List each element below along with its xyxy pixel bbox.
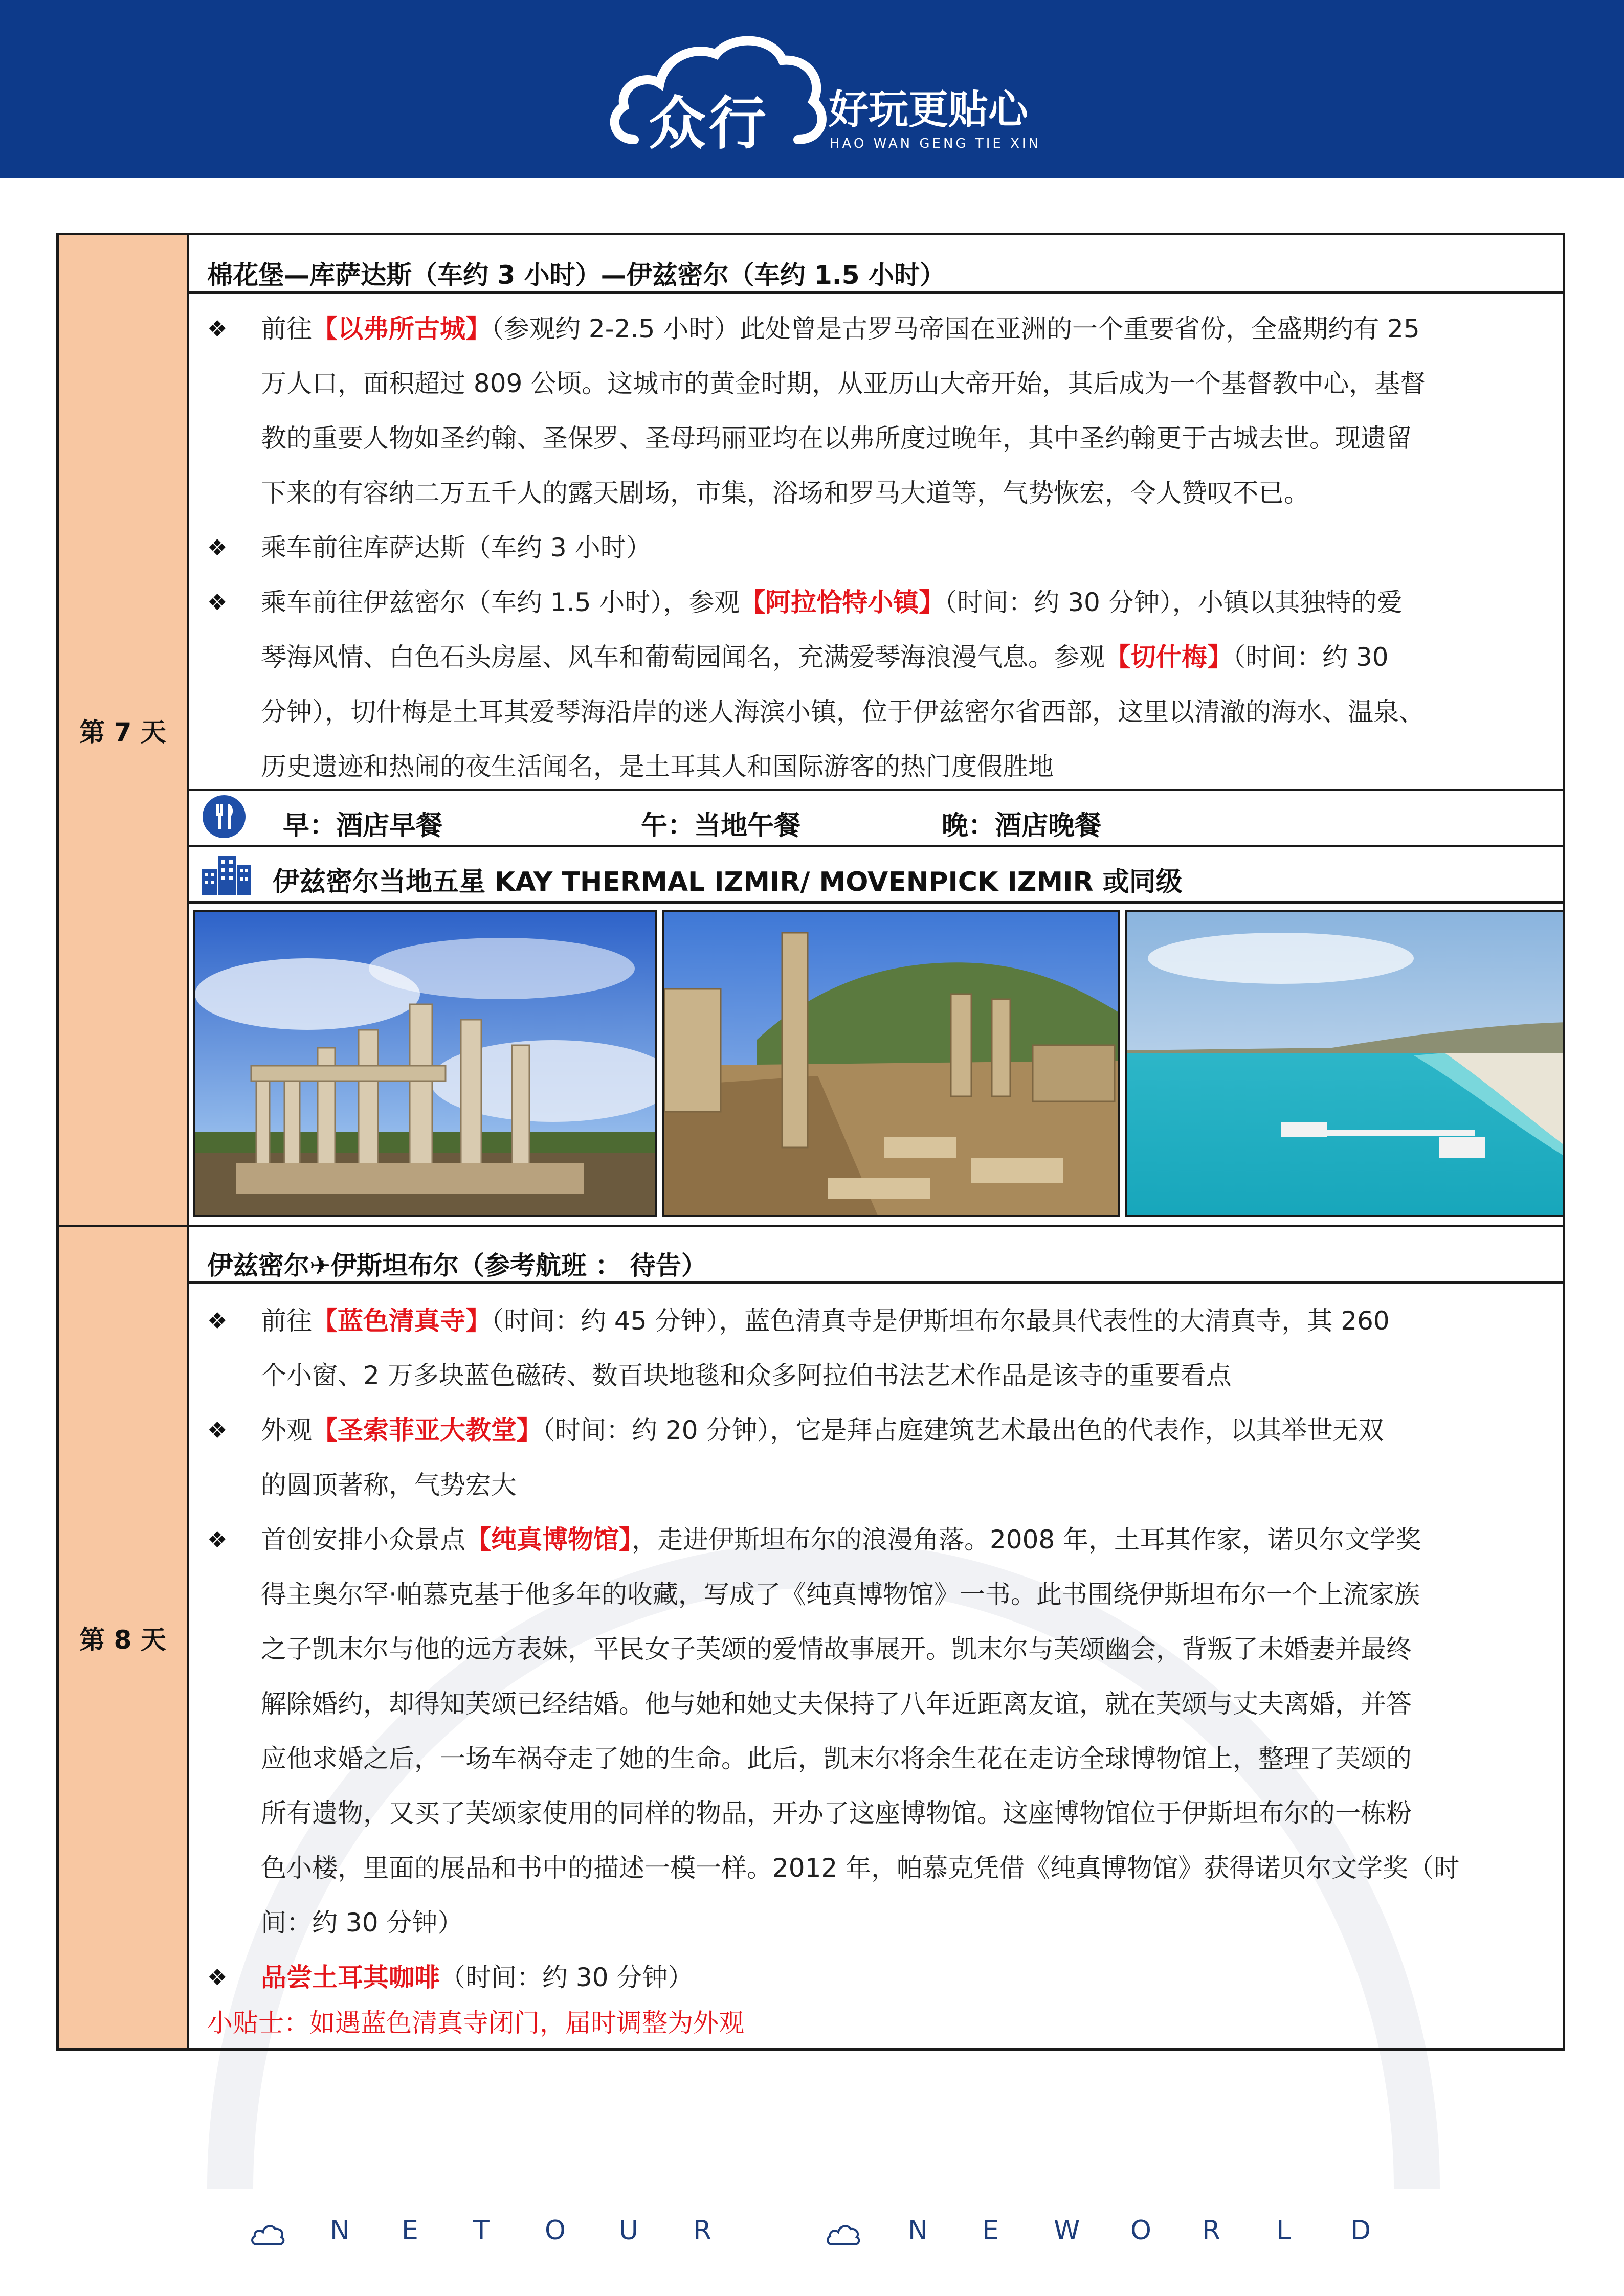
day-7-cell xyxy=(59,235,189,1225)
highlight-alacati: 【阿拉恰特小镇】 xyxy=(740,588,945,617)
day-8-content xyxy=(207,1294,1547,2041)
item-text: （时间：约 20 分钟），它是拜占庭建筑艺术最出色的代表作，以其举世无双 xyxy=(542,1415,1384,1445)
divider xyxy=(189,901,1563,904)
brand-logo xyxy=(604,30,1064,157)
hotel-name: 伊兹密尔当地五星 KAY THERMAL IZMIR/ MOVENPICK IZMIR 或同级 xyxy=(273,867,1183,897)
footer-letter: O xyxy=(1130,2215,1151,2246)
diamond-bullet-icon: ❖ xyxy=(207,590,228,616)
footer-letter: T xyxy=(473,2215,490,2246)
meal-breakfast: 早：酒店早餐 xyxy=(283,811,443,841)
item-text: 前往 xyxy=(261,1306,312,1336)
list-item xyxy=(207,1950,1547,2005)
item-text: 间：约 30 分钟） xyxy=(261,1908,463,1938)
item-text: 所有遗物，又买了芙颂家使用的同样的物品，开办了这座博物馆。这座博物馆位于伊斯坦布尔的一栋粉 xyxy=(261,1798,1412,1828)
footer-letter: W xyxy=(1054,2215,1080,2246)
diamond-bullet-icon: ❖ xyxy=(207,1527,228,1553)
item-text: （时间：约 45 分钟），蓝色清真寺是伊斯坦布尔最具代表性的大清真寺，其 260 xyxy=(491,1306,1390,1336)
day-8-label: 第 8 天 xyxy=(79,1625,166,1655)
item-text: 教的重要人物如圣约翰、圣保罗、圣母玛丽亚均在以弗所度过晚年，其中圣约翰更于古城去世。现遗留 xyxy=(261,423,1412,453)
footer-letter: U xyxy=(619,2215,639,2246)
list-item xyxy=(207,575,1547,794)
day-divider xyxy=(59,1225,1563,1227)
brand-name: 众行 xyxy=(649,91,769,157)
item-text: ，走进伊斯坦布尔的浪漫角落。2008 年，土耳其作家，诺贝尔文学奖 xyxy=(632,1525,1421,1555)
footer-letter: O xyxy=(545,2215,566,2246)
itinerary-table xyxy=(56,233,1565,2051)
item-text: 分钟），切什梅是土耳其爱琴海沿岸的迷人海滨小镇，位于伊兹密尔省西部，这里以清澈的海水、温泉、 xyxy=(261,697,1425,727)
highlight-cesme: 【切什梅】 xyxy=(1105,642,1233,672)
cloud-footer-icon xyxy=(250,2222,285,2247)
item-text: 万人口，面积超过 809 公顷。这城市的黄金时期，从亚历山大帝开始，其后成为一个基督教中心，基督 xyxy=(261,369,1426,398)
list-item xyxy=(207,521,1547,575)
footer-letter: N xyxy=(908,2215,928,2246)
item-text: （时间：约 30 分钟） xyxy=(440,1963,694,1992)
item-text: 琴海风情、白色石头房屋、风车和葡萄园闻名，充满爱琴海浪漫气息。参观 xyxy=(261,642,1105,672)
list-item xyxy=(207,302,1547,521)
page-header xyxy=(0,0,1624,178)
highlight-ephesus: 【以弗所古城】 xyxy=(312,314,491,344)
day-7-route: 棉花堡—库萨达斯（车约 3 小时）—伊兹密尔（车约 1.5 小时） xyxy=(207,260,945,290)
highlight-museum-of-innocence: 【纯真博物馆】 xyxy=(465,1525,632,1555)
footer-letter: N xyxy=(330,2215,350,2246)
diamond-bullet-icon: ❖ xyxy=(207,1965,228,1991)
day-7-label: 第 7 天 xyxy=(79,717,166,747)
highlight-blue-mosque: 【蓝色清真寺】 xyxy=(312,1306,491,1336)
item-text: （时间：约 30 xyxy=(1233,642,1389,672)
day-7-content xyxy=(207,302,1547,794)
item-text: 解除婚约，却得知芙颂已经结婚。他与她和她丈夫保持了八年近距离友谊，就在芙颂与丈夫离婚，并答 xyxy=(261,1689,1412,1719)
diamond-bullet-icon: ❖ xyxy=(207,535,228,561)
day-8-route: 伊兹密尔✈伊斯坦布尔（参考航班 ： 待告） xyxy=(207,1251,707,1280)
hotel-row xyxy=(201,845,1551,901)
item-text: （时间：约 30 分钟），小镇以其独特的爱 xyxy=(944,588,1403,617)
divider xyxy=(189,1281,1563,1284)
item-text: 个小窗、2 万多块蓝色磁砖、数百块地毯和众多阿拉伯书法艺术作品是该寺的重要看点 xyxy=(261,1361,1232,1390)
item-text: 历史遗迹和热闹的夜生活闻名，是土耳其人和国际游客的热门度假胜地 xyxy=(261,752,1054,781)
hotel-building-icon xyxy=(201,854,252,895)
item-text: 外观 xyxy=(261,1415,312,1445)
list-item xyxy=(207,1403,1547,1513)
brand-slogan-pinyin: HAO WAN GENG TIE XIN xyxy=(830,136,1041,151)
item-text: 应他求婚之后，一场车祸夺走了她的生命。此后，凯末尔将余生花在走访全球博物馆上，整理了芙颂的 xyxy=(261,1744,1412,1773)
day-8-cell xyxy=(59,1227,189,2048)
meals-row xyxy=(201,789,1551,845)
highlight-turkish-coffee: 品尝土耳其咖啡 xyxy=(261,1963,440,1992)
list-item xyxy=(207,1294,1547,1403)
item-text: （参观约 2-2.5 小时）此处曾是古罗马帝国在亚洲的一个重要省份，全盛期约有 25 xyxy=(491,314,1420,344)
footer-letter: R xyxy=(693,2215,712,2246)
divider xyxy=(189,291,1563,294)
tip-note: 小贴士：如遇蓝色清真寺闭门，届时调整为外观 xyxy=(207,2008,744,2038)
diamond-bullet-icon: ❖ xyxy=(207,1417,228,1444)
cutlery-icon xyxy=(201,794,247,840)
item-text: 下来的有容纳二万五千人的露天剧场，市集，浴场和罗马大道等，气势恢宏，令人赞叹不已。 xyxy=(261,478,1309,508)
item-text: 得主奥尔罕·帕慕克基于他多年的收藏，写成了《纯真博物馆》一书。此书围绕伊斯坦布尔一个上流家族 xyxy=(261,1580,1420,1609)
meal-dinner: 晚：酒店晚餐 xyxy=(942,811,1102,841)
list-item xyxy=(207,1513,1547,1950)
photo-pergamon-ruins xyxy=(193,910,657,1217)
highlight-hagia-sophia: 【圣索菲亚大教堂】 xyxy=(312,1415,542,1445)
footer-letter: D xyxy=(1350,2215,1371,2246)
item-text: 首创安排小众景点 xyxy=(261,1525,465,1555)
diamond-bullet-icon: ❖ xyxy=(207,316,228,342)
photo-ephesus-street xyxy=(662,910,1120,1217)
item-text: 之子凯末尔与他的远方表妹，平民女子芙颂的爱情故事展开。凯末尔与芙颂幽会，背叛了未婚妻并最终 xyxy=(261,1634,1412,1664)
item-text: 乘车前往库萨达斯（车约 3 小时） xyxy=(261,533,652,562)
meal-lunch: 午：当地午餐 xyxy=(641,811,801,841)
item-text: 乘车前往伊兹密尔（车约 1.5 小时），参观 xyxy=(261,588,740,617)
brand-slogan: 好玩更贴心 xyxy=(829,87,1029,133)
footer-letter: R xyxy=(1202,2215,1221,2246)
item-text: 的圆顶著称，气势宏大 xyxy=(261,1470,517,1500)
item-text: 前往 xyxy=(261,314,312,344)
footer-letter: E xyxy=(402,2215,418,2246)
footer-letter: E xyxy=(982,2215,999,2246)
diamond-bullet-icon: ❖ xyxy=(207,1308,228,1334)
footer-letter: L xyxy=(1276,2215,1291,2246)
photo-cesme-beach xyxy=(1125,910,1565,1217)
item-text: 色小楼，里面的展品和书中的描述一模一样。2012 年，帕慕克凭借《纯真博物馆》获得诺贝尔文学奖（时 xyxy=(261,1853,1460,1883)
cloud-footer-icon xyxy=(825,2222,861,2247)
